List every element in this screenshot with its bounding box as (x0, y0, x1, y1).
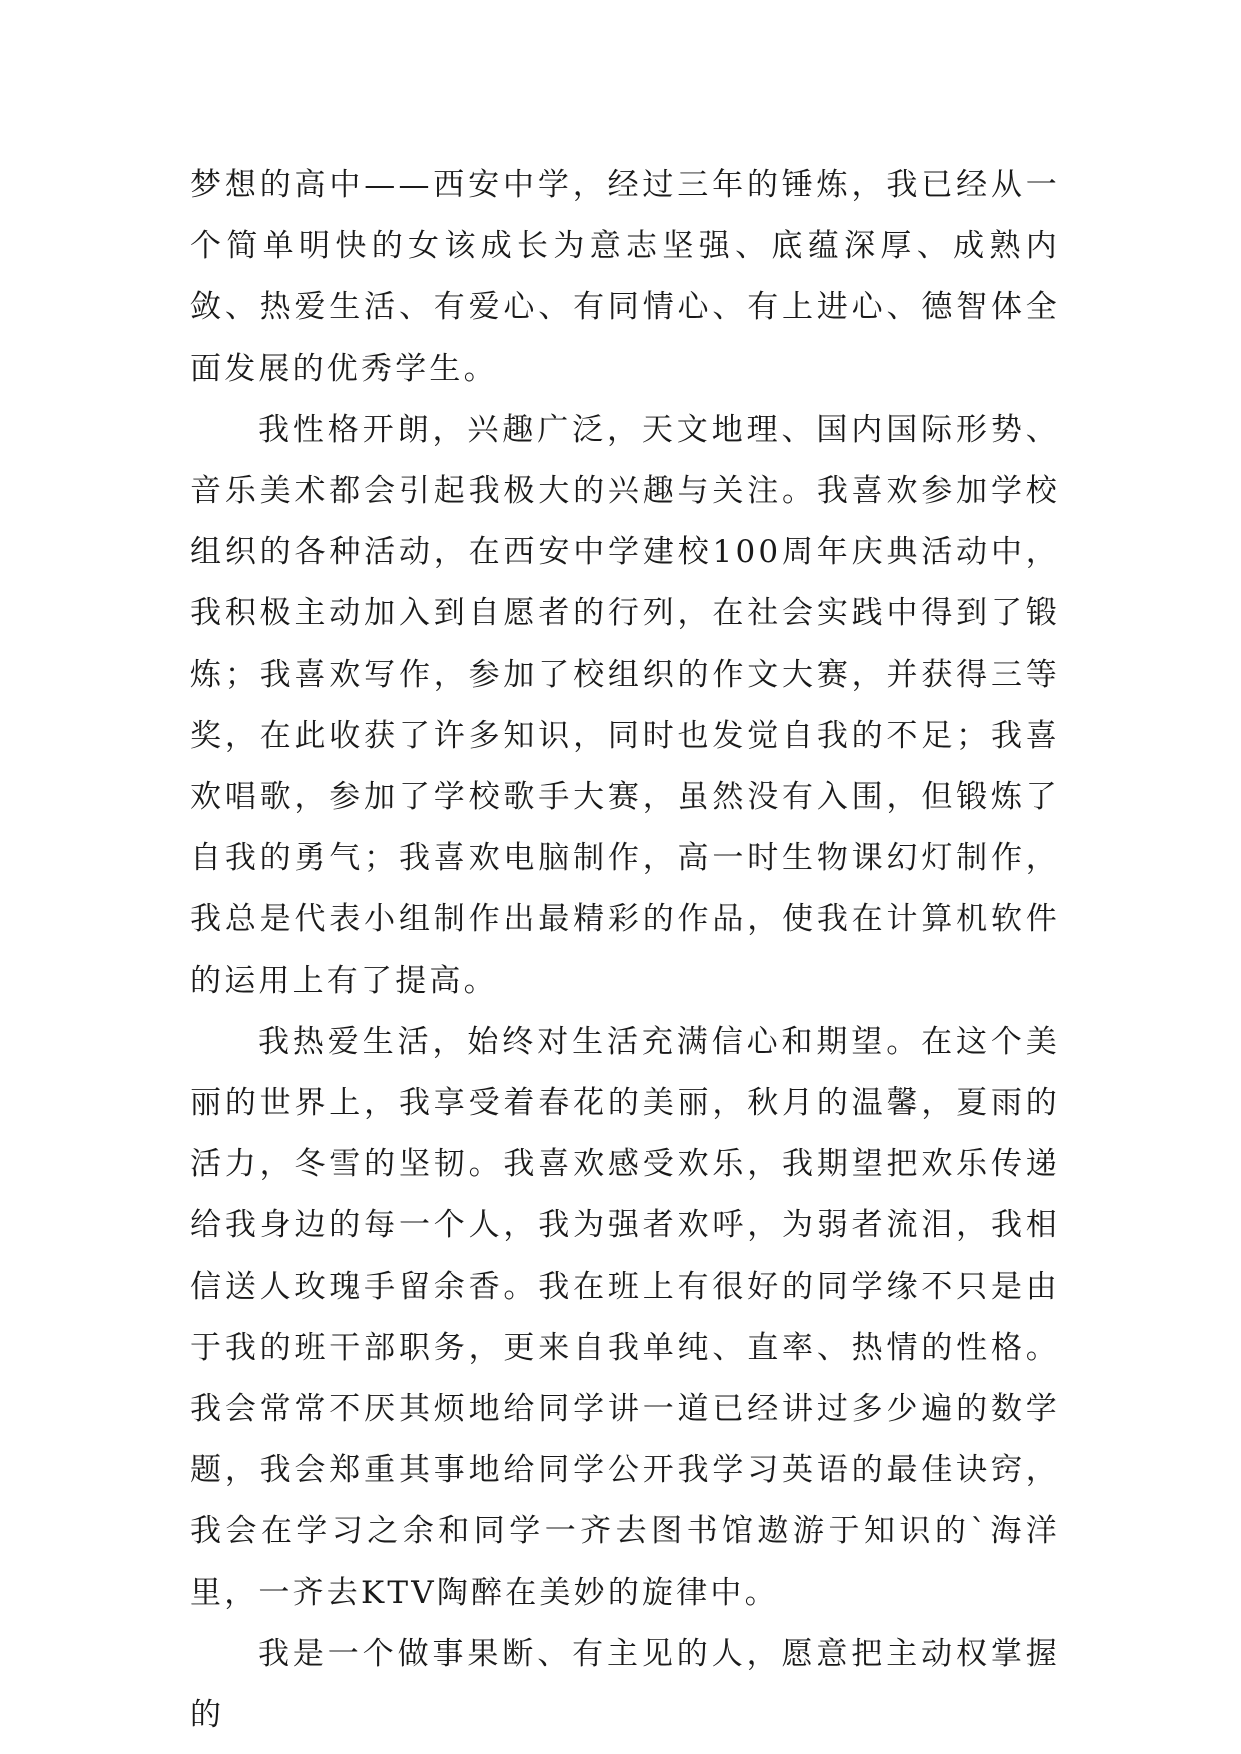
document-body (190, 155, 1060, 1746)
paragraph-4: 我是一个做事果断、有主见的人，愿意把主动权掌握的 (190, 1635, 1060, 1734)
paragraph-3: 我热爱生活，始终对生活充满信心和期望。在这个美丽的世界上，我享受着春花的美丽，秋月的温馨，夏雨的活力，冬雪的坚韧。我喜欢感受欢乐，我期望把欢乐传递给我身边的每一个人，我为强者欢呼，为弱者流泪，我相信送人玫瑰手留余香。我在班上有很好的同学缘不只是由于我的班干部职务，更来自我单纯、直率、热情的性格。我会常常不厌其烦地给同学讲一道已经讲过多少遍的数学题，我会郑重其事地给同学公开我学习英语的最佳诀窍，我会在学习之余和同学一齐去图书馆遨游于知识的`海洋里，一齐去KTV陶醉在美妙的旋律中。 (190, 1023, 1060, 1611)
paragraph-2: 我性格开朗，兴趣广泛，天文地理、国内国际形势、音乐美术都会引起我极大的兴趣与关注。我喜欢参加学校组织的各种活动，在西安中学建校100周年庆典活动中，我积极主动加入到自愿者的行列，在社会实践中得到了锻炼；我喜欢写作，参加了校组织的作文大赛，并获得三等奖，在此收获了许多知识，同时也发觉自我的不足；我喜欢唱歌，参加了学校歌手大赛，虽然没有入围，但锻炼了自我的勇气；我喜欢电脑制作，高一时生物课幻灯制作，我总是代表小组制作出最精彩的作品，使我在计算机软件的运用上有了提高。 (190, 411, 1060, 999)
paragraph-1: 梦想的高中——西安中学，经过三年的锤炼，我已经从一个简单明快的女该成长为意志坚强、底蕴深厚、成熟内敛、热爱生活、有爱心、有同情心、有上进心、德智体全面发展的优秀学生。 (190, 167, 1060, 387)
